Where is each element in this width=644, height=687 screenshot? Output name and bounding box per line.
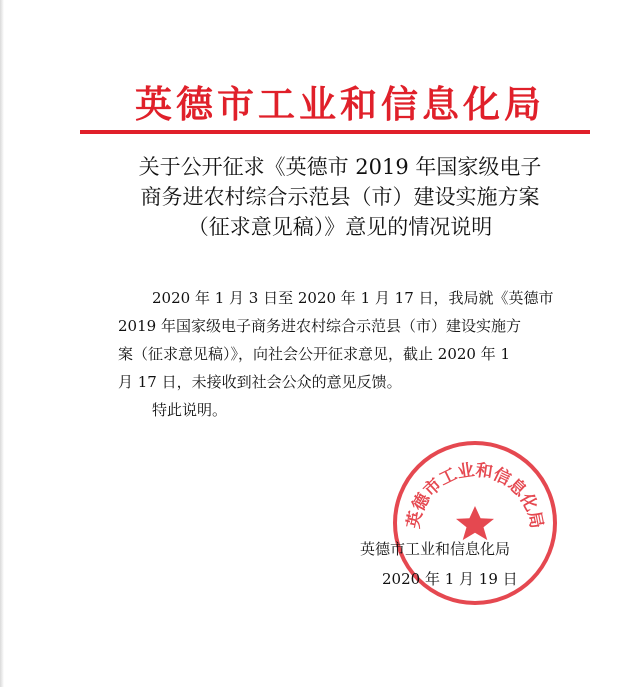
signature-date: 2020 年 1 月 19 日: [382, 570, 518, 588]
signature-organization: 英德市工业和信息化局: [360, 540, 511, 558]
document-title: [90, 152, 590, 242]
body-line-2: 2019 年国家级电子商务进农村综合示范县（市）建设实施方: [118, 317, 521, 335]
body-line-4: 月 17 日，未接收到社会公众的意见反馈。: [118, 373, 402, 391]
letterhead-rule: [80, 130, 590, 134]
title-line-2: 商务进农村综合示范县（市）建设实施方案: [140, 185, 540, 209]
seal-star-icon: [456, 506, 494, 540]
body-line-1: 2020 年 1 月 3 日至 2020 年 1 月 17 日，我局就《英德市: [152, 289, 554, 307]
seal-text: 英德市工业和信息化局: [403, 460, 547, 531]
closing-line: 特此说明。: [152, 401, 228, 419]
title-line-3: （征求意见稿）》意见的情况说明: [187, 215, 493, 239]
scan-edge: [0, 0, 4, 687]
title-line-1: 关于公开征求《英德市 2019 年国家级电子: [138, 155, 542, 179]
document-body: [118, 284, 598, 424]
letterhead-title: 英德市工业和信息化局: [135, 82, 545, 126]
body-line-3: 案（征求意见稿）》，向社会公开征求意见，截止 2020 年 1: [118, 345, 511, 363]
